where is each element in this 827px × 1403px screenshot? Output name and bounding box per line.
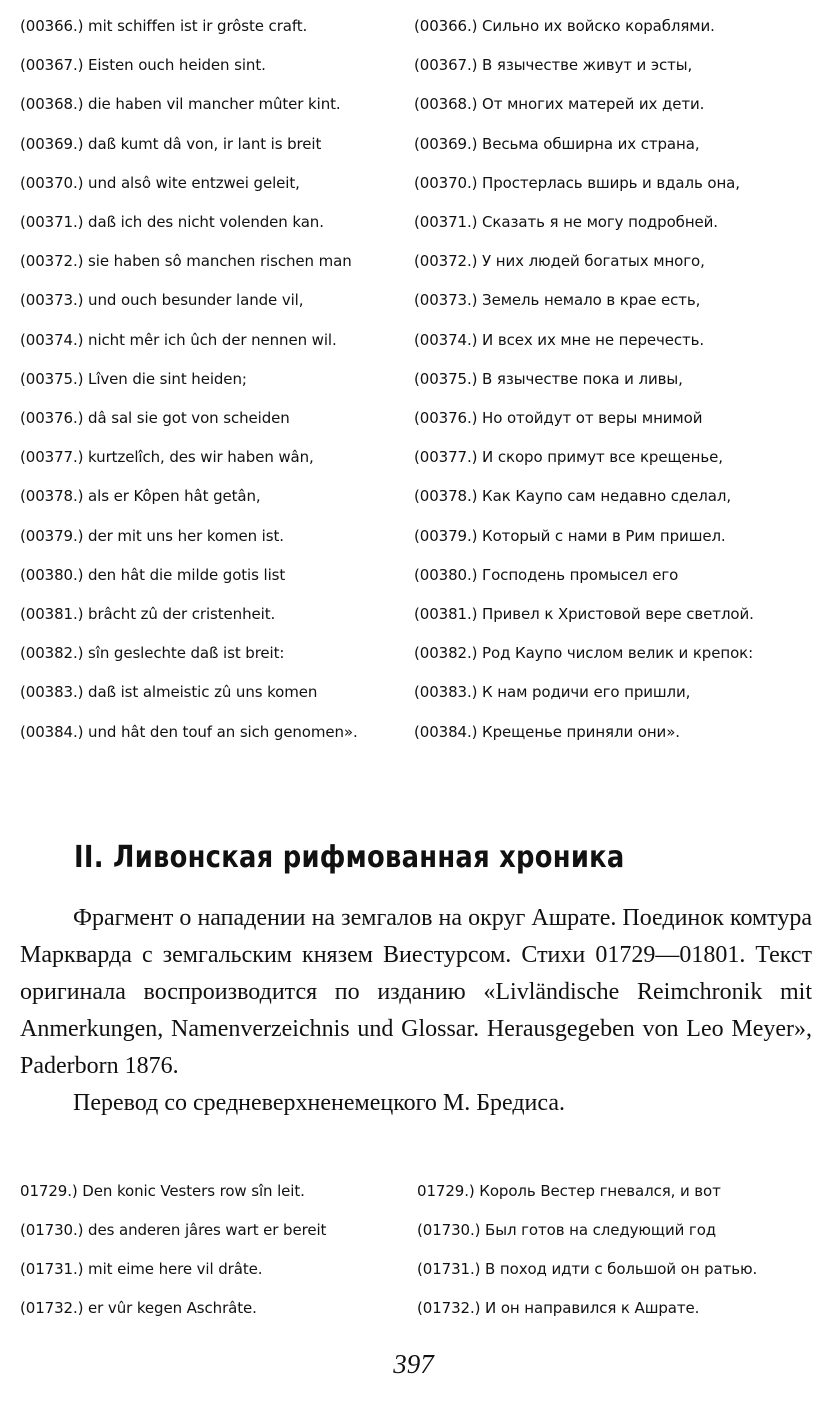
section-intro	[20, 900, 812, 1122]
verse-translation: (00376.) Но отойдут от веры мнимой	[414, 409, 703, 427]
verse-row	[0, 12, 827, 40]
verse-original: (00375.) Lîven die sint heiden;	[20, 369, 247, 388]
verse-translation: (00369.) Весьма обширна их страна,	[414, 134, 700, 153]
verse-translation: (00381.) Привел к Христовой вере светлой.	[414, 605, 754, 623]
verse-translation: (00377.) И скоро примут все крещенье,	[414, 448, 723, 467]
verse-original: (01732.) er vûr kegen Aschrâte.	[20, 1299, 257, 1317]
verse-translation: 01729.) Король Вестер гневался, и вот	[417, 1182, 721, 1200]
verse-translation: (00371.) Сказать я не могу подробней.	[414, 213, 718, 231]
verse-row	[0, 639, 827, 667]
verse-row	[0, 404, 827, 432]
verse-original: 01729.) Den konic Vesters row sîn leit.	[20, 1182, 305, 1200]
verse-row	[0, 1294, 827, 1322]
verse-original: (01730.) des anderen jâres wart er bereit	[20, 1221, 327, 1239]
verse-translation: (00382.) Род Каупо числом велик и крепок:	[414, 644, 754, 663]
verse-row	[0, 718, 827, 746]
verse-translation: (00368.) От многих матерей их дети.	[414, 95, 705, 114]
verse-translation: (01730.) Был готов на следующий год	[417, 1221, 717, 1239]
verse-row	[0, 678, 827, 706]
verse-original: (00382.) sîn geslechte daß ist breit:	[20, 644, 285, 663]
verse-row	[0, 51, 827, 79]
verse-row	[0, 482, 827, 510]
page-number: 397	[393, 1349, 434, 1379]
translator-note: Перевод со средневерхненемецкого М. Бредиса.	[73, 1090, 565, 1116]
verse-translation: (00378.) Как Каупо сам недавно сделал,	[414, 487, 731, 506]
verse-original: (00379.) der mit uns her komen ist.	[20, 526, 284, 545]
verse-row	[0, 1216, 827, 1244]
verse-original: (00373.) und ouch besunder lande vil,	[20, 291, 304, 310]
verse-original: (01731.) mit eime here vil drâte.	[20, 1260, 263, 1278]
verse-original: (00376.) dâ sal sie got von scheiden	[20, 409, 290, 427]
verse-row	[0, 130, 827, 158]
verse-original: (00369.) daß kumt dâ von, ir lant is breit	[20, 134, 322, 153]
verse-translation: (00374.) И всех их мне не перечесть.	[414, 330, 705, 349]
verse-original: (00378.) als er Kôpen hât getân,	[20, 487, 261, 506]
verse-row	[0, 169, 827, 197]
verse-translation: (00375.) В язычестве пока и ливы,	[414, 369, 683, 388]
verse-translation: (00367.) В язычестве живут и эсты,	[414, 56, 693, 75]
verse-translation: (00379.) Который с нами в Рим пришел.	[414, 526, 726, 545]
verse-translation: (01731.) В поход идти с большой он ратью.	[417, 1260, 758, 1278]
verse-original: (00368.) die haben vil mancher mûter kint.	[20, 95, 341, 114]
verse-row	[0, 1177, 827, 1205]
verse-row	[0, 208, 827, 236]
verse-translation: (00370.) Простерлась вширь и вдаль она,	[414, 173, 740, 192]
verse-row	[0, 522, 827, 550]
verse-row	[0, 443, 827, 471]
verse-original: (00374.) nicht mêr ich ûch der nennen wil.	[20, 330, 337, 349]
section-heading: II. Ливонская рифмованная хроника	[74, 840, 625, 875]
verse-row	[0, 561, 827, 589]
verse-original: (00372.) sie haben sô manchen rischen man	[20, 252, 352, 271]
intro-paragraph: Фрагмент о нападении на земгалов на округ Ашрате. Поединок комтура Маркварда с земгальским князем Виестурсом. Стихи 01729—01801. Текст оригинала воспроизводится по изданию «Livländische Reimchronik mit Anmerkungen, Namenverzeichnis und Glossar. Herausgegeben von Leo Meyer», Paderborn 1876.	[20, 905, 812, 1079]
verse-original: (00383.) daß ist almeistic zû uns komen	[20, 683, 318, 702]
verse-translation: (01732.) И он направился к Ашрате.	[417, 1299, 700, 1317]
verse-row	[0, 247, 827, 275]
verse-original: (00377.) kurtzelîch, des wir haben wân,	[20, 448, 314, 467]
verse-original: (00371.) daß ich des nicht volenden kan.	[20, 213, 324, 231]
verse-translation: (00384.) Крещенье приняли они».	[414, 722, 680, 741]
verse-row	[0, 1255, 827, 1283]
verse-row	[0, 326, 827, 354]
verse-row	[0, 90, 827, 118]
verse-original: (00380.) den hât die milde gotis list	[20, 565, 286, 584]
verse-translation: (00380.) Господень промысел его	[414, 565, 679, 584]
verse-translation: (00366.) Сильно их войско кораблями.	[414, 17, 715, 35]
verse-original: (00366.) mit schiffen ist ir grôste craft.	[20, 17, 308, 35]
verse-row	[0, 286, 827, 314]
verse-original: (00367.) Eisten ouch heiden sint.	[20, 56, 266, 75]
verse-row	[0, 365, 827, 393]
verse-translation: (00373.) Земель немало в крае есть,	[414, 291, 701, 310]
verse-translation: (00372.) У них людей богатых много,	[414, 252, 705, 271]
verse-translation: (00383.) К нам родичи его пришли,	[414, 683, 691, 702]
verse-original: (00384.) und hât den touf an sich genomen».	[20, 722, 358, 741]
verse-row	[0, 600, 827, 628]
verse-original: (00381.) brâcht zû der cristenheit.	[20, 605, 276, 623]
verse-original: (00370.) und alsô wite entzwei geleit,	[20, 173, 300, 192]
